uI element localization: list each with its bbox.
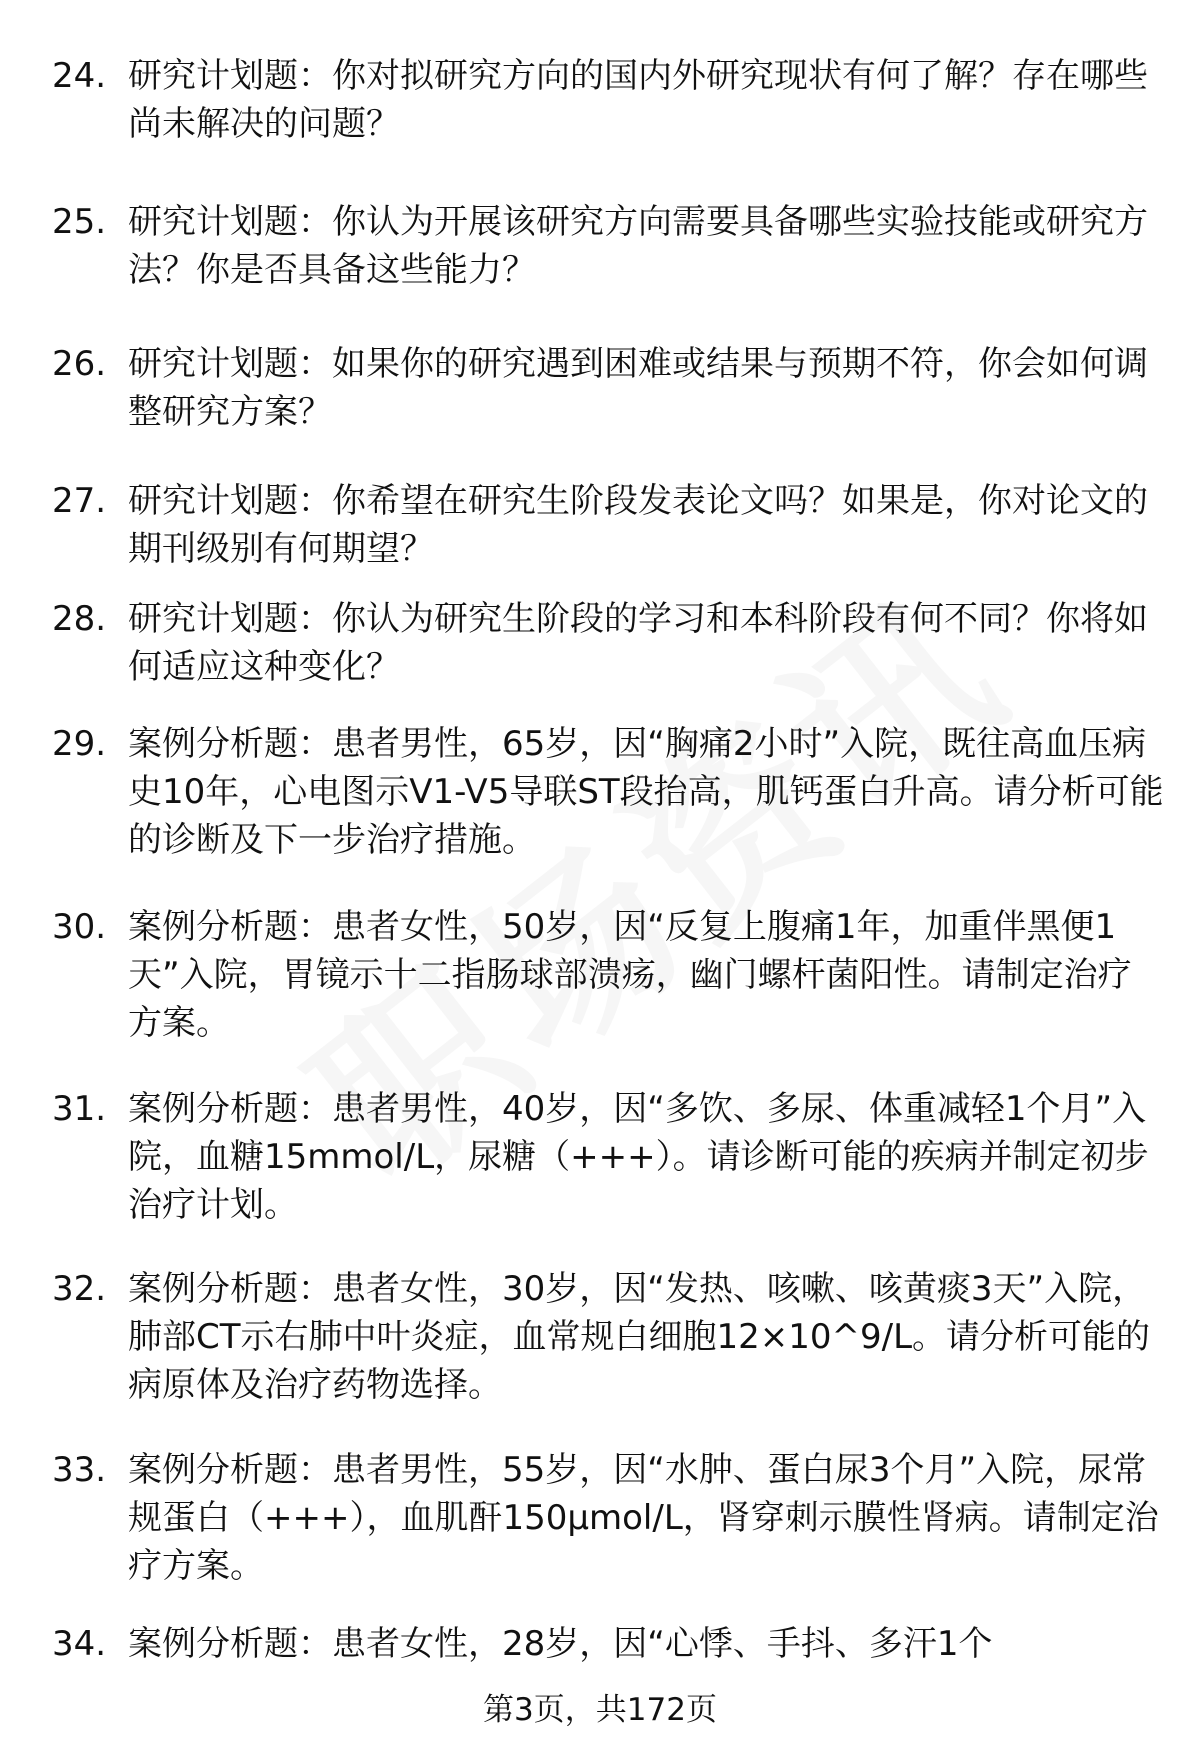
- question-number: 26.: [52, 344, 107, 384]
- question-text: 研究计划题：你希望在研究生阶段发表论文吗？如果是，你对论文的期刊级别有何期望？: [128, 481, 1148, 569]
- question-number: 33.: [52, 1450, 107, 1490]
- question-text: 案例分析题：患者女性，30岁，因“发热、咳嗽、咳黄痰3天”入院，肺部CT示右肺中叶炎症，血常规白细胞12×10^9/L。请分析可能的病原体及治疗药物选择。: [128, 1269, 1151, 1405]
- question-text: 研究计划题：你认为开展该研究方向需要具备哪些实验技能或研究方法？你是否具备这些能力？: [128, 202, 1148, 290]
- question-text: 研究计划题：你对拟研究方向的国内外研究现状有何了解？存在哪些尚未解决的问题？: [128, 56, 1148, 144]
- question-text: 研究计划题：你认为研究生阶段的学习和本科阶段有何不同？你将如何适应这种变化？: [128, 599, 1148, 687]
- question-text: 案例分析题：患者男性，65岁，因“胸痛2小时”入院，既往高血压病史10年，心电图示V1-V5导联ST段抬高，肌钙蛋白升高。请分析可能的诊断及下一步治疗措施。: [128, 724, 1164, 860]
- page-footer: 第3页，共172页: [483, 1692, 717, 1728]
- question-number: 28.: [52, 599, 107, 639]
- question-text: 研究计划题：如果你的研究遇到困难或结果与预期不符，你会如何调整研究方案？: [128, 344, 1148, 432]
- question-number: 31.: [52, 1089, 107, 1129]
- question-number: 34.: [52, 1624, 107, 1664]
- question-number: 29.: [52, 724, 107, 764]
- question-text: 案例分析题：患者女性，28岁，因“心悸、手抖、多汗1个: [128, 1624, 993, 1664]
- question-text: 案例分析题：患者男性，40岁，因“多饮、多尿、体重减轻1个月”入院，血糖15mmol/L，尿糖（+++）。请诊断可能的疾病并制定初步治疗计划。: [128, 1089, 1149, 1225]
- question-number: 30.: [52, 907, 107, 947]
- question-number: 27.: [52, 481, 107, 521]
- question-number: 24.: [52, 56, 107, 96]
- question-text: 案例分析题：患者女性，50岁，因“反复上腹痛1年，加重伴黑便1天”入院，胃镜示十二指肠球部溃疡，幽门螺杆菌阳性。请制定治疗方案。: [128, 907, 1132, 1043]
- question-number: 25.: [52, 202, 107, 242]
- question-text: 案例分析题：患者男性，55岁，因“水肿、蛋白尿3个月”入院，尿常规蛋白（+++），血肌酐150μmol/L，肾穿刺示膜性肾病。请制定治疗方案。: [128, 1450, 1159, 1586]
- question-number: 32.: [52, 1269, 107, 1309]
